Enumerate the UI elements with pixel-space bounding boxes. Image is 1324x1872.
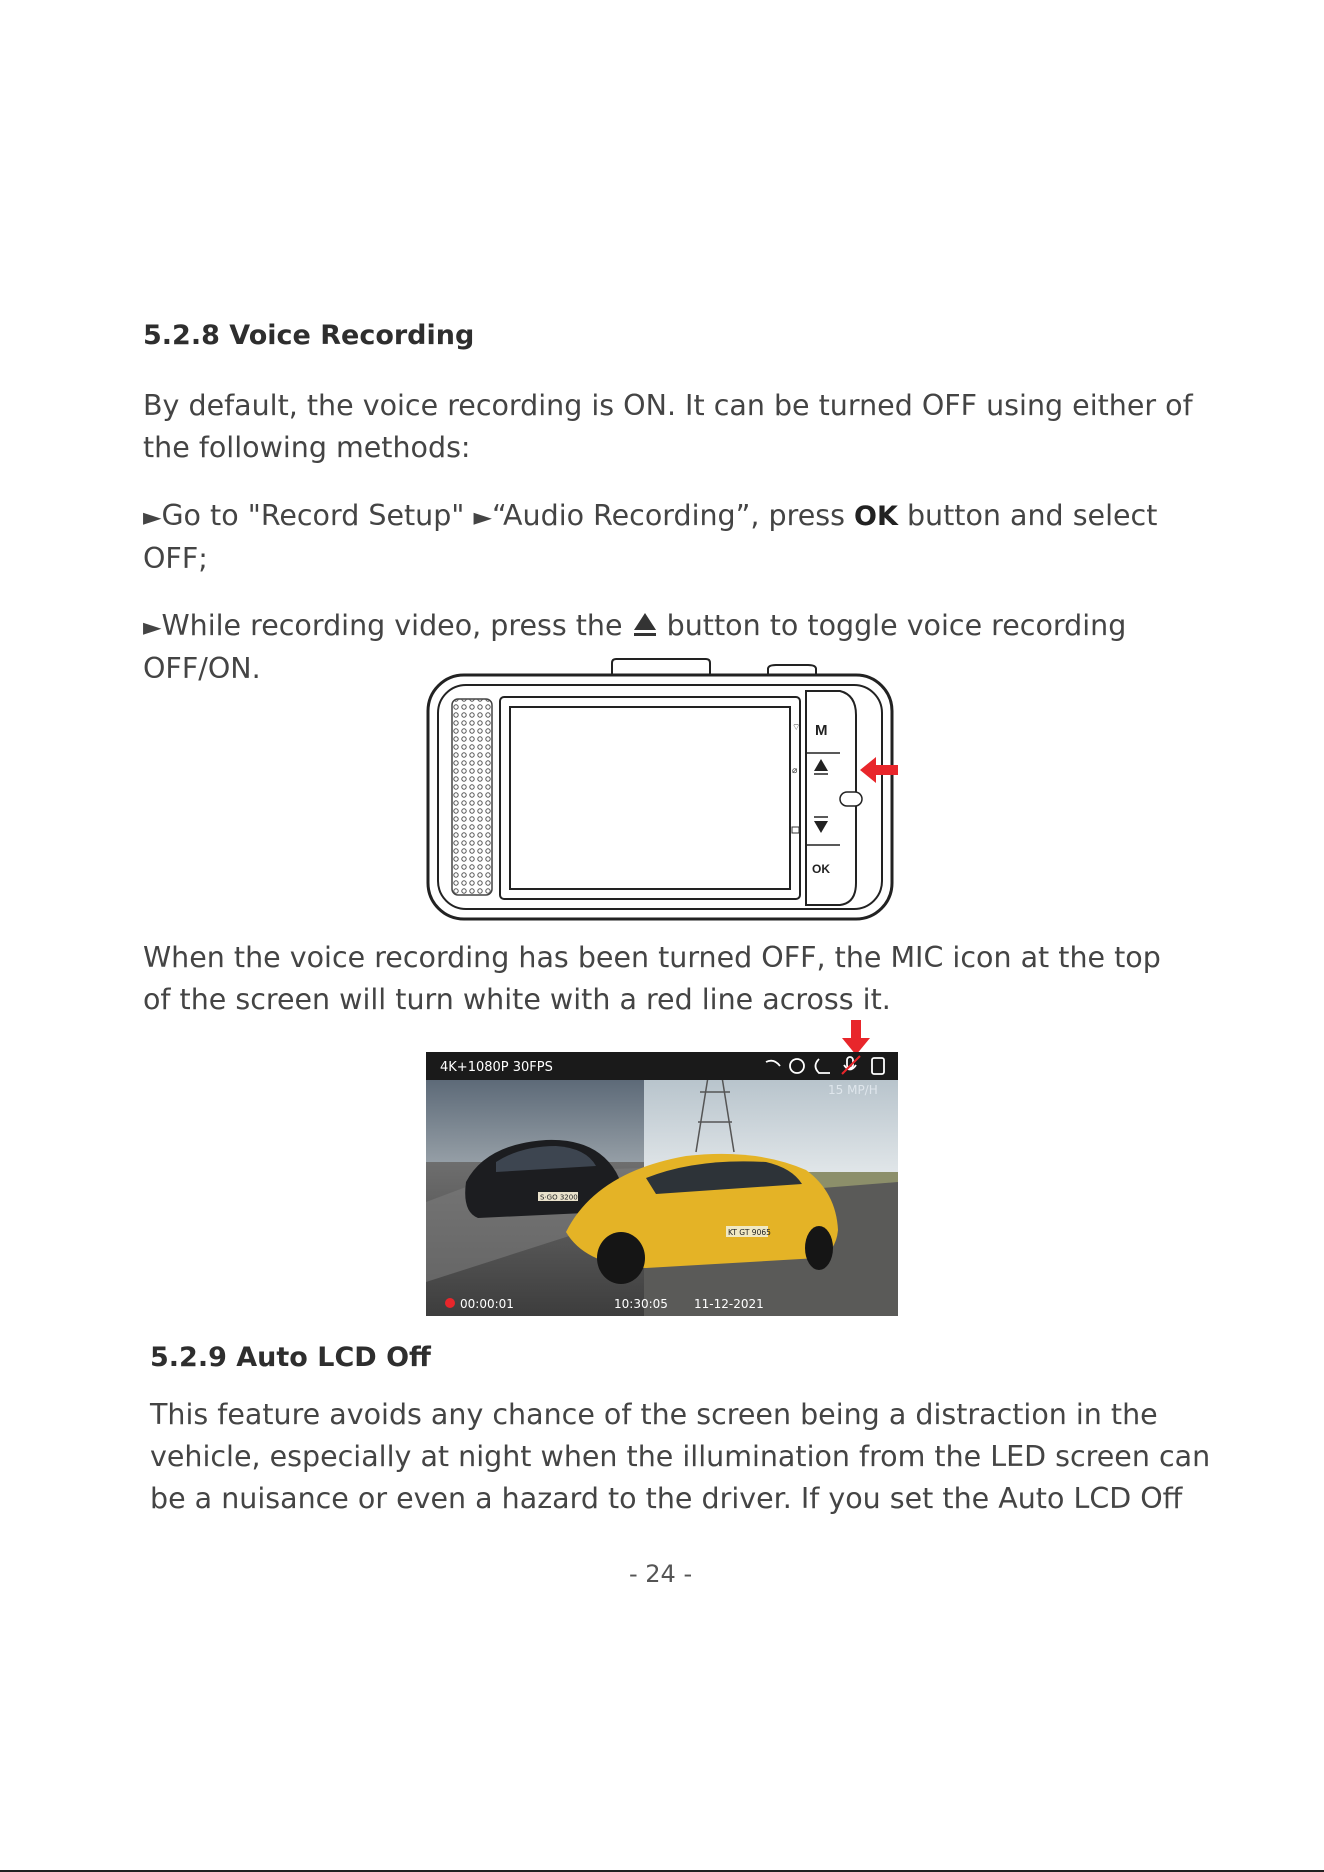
method-one-line [143, 495, 1157, 538]
speed-text: 15 MP/H [828, 1083, 878, 1097]
section-heading-auto-lcd-off: 5.2.9 Auto LCD Off [150, 1342, 431, 1373]
method-one-line: OFF; [143, 542, 208, 575]
intro-line: By default, the voice recording is ON. It can be turned OFF using either of [143, 389, 1193, 422]
svg-text:⌀: ⌀ [792, 766, 798, 776]
auto-lcd-line: vehicle, especially at night when the illumination from the LED screen can [150, 1440, 1211, 1473]
mic-toggle-button-icon [632, 610, 658, 638]
menu-button-label: M [815, 722, 828, 739]
intro-paragraph [143, 385, 1193, 469]
mic-explanation [143, 937, 1161, 1021]
page-number: - 24 - [629, 1560, 693, 1588]
section-heading-voice-recording: 5.2.8 Voice Recording [143, 320, 475, 351]
method-two-text: button to toggle voice recording [666, 609, 1127, 642]
method-two-text: While recording video, press the [161, 609, 623, 642]
front-plate-text: S·GO 3200 [540, 1193, 578, 1202]
mic-explanation-line: When the voice recording has been turned OFF, the MIC icon at the top [143, 941, 1161, 974]
bullet-arrow-icon: ► [473, 503, 492, 531]
auto-lcd-line: be a nuisance or even a hazard to the driver. If you set the Auto LCD Off [150, 1482, 1183, 1515]
svg-text:⌔: ⌔ [792, 723, 801, 733]
dashcam-device-illustration [420, 655, 900, 925]
red-down-arrow-icon [842, 1020, 870, 1056]
rec-time-text: 00:00:01 [460, 1297, 514, 1311]
rear-plate-text: KT GT 9065 [728, 1228, 771, 1237]
bullet-arrow-icon: ► [143, 613, 162, 641]
method-two-line [143, 605, 1126, 648]
method-one [143, 495, 1157, 580]
ok-button-label: OK [854, 501, 898, 532]
method-one-text: button and select [906, 499, 1158, 532]
mic-explanation-line: of the screen will turn white with a red line across it. [143, 983, 891, 1016]
rec-dot-icon [445, 1298, 455, 1308]
date-text: 11-12-2021 [694, 1297, 764, 1311]
resolution-text: 4K+1080P 30FPS [440, 1060, 553, 1075]
method-two-line: OFF/ON. [143, 652, 261, 685]
intro-line: the following methods: [143, 431, 471, 464]
auto-lcd-line: This feature avoids any chance of the screen being a distraction in the [150, 1398, 1158, 1431]
ok-button-label-device: OK [812, 862, 830, 876]
clock-text: 10:30:05 [614, 1297, 668, 1311]
auto-lcd-paragraph [150, 1394, 1210, 1520]
bullet-arrow-icon: ► [143, 503, 162, 531]
method-one-text: “Audio Recording”, press [491, 499, 845, 532]
method-one-text: Go to "Record Setup" [161, 499, 465, 532]
recording-screen-photo [426, 1052, 898, 1316]
